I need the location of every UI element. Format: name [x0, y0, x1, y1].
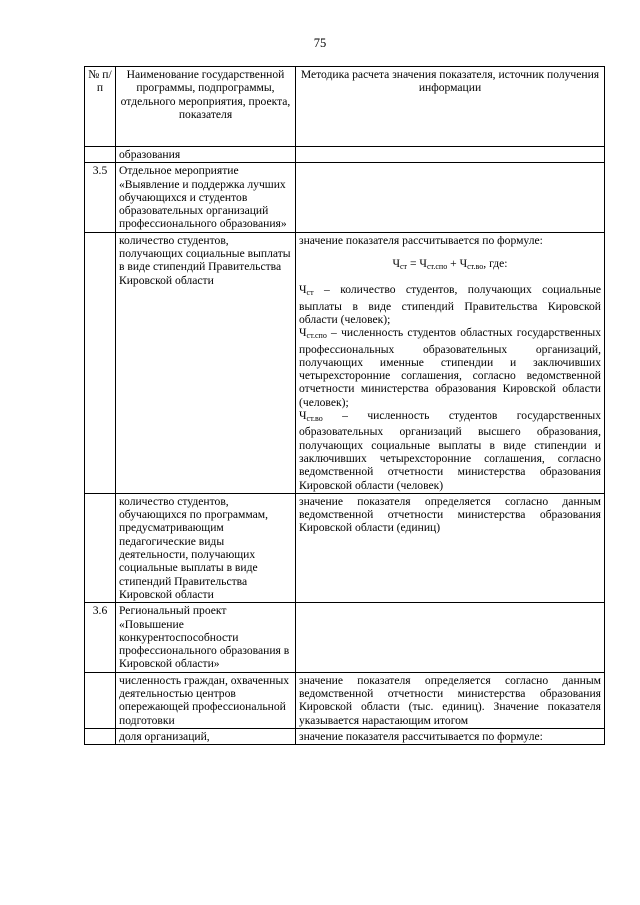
table-row	[85, 147, 605, 163]
header-num: № п/п	[85, 67, 116, 147]
row-method	[296, 163, 605, 232]
row-name: численность граждан, охваченных деятельностью центров опережающей профессиональной подготовки	[116, 672, 296, 728]
indicator-table	[84, 66, 605, 745]
row-name: количество студентов, обучающихся по программам, предусматривающим педагогические виды деятельности, получающих социальные выплаты в виде стипендий Правительства Кировской области	[116, 493, 296, 602]
row-num	[85, 232, 116, 493]
table-row	[85, 493, 605, 602]
table-row	[85, 232, 605, 493]
row-method: значение показателя рассчитывается по формуле:	[296, 728, 605, 744]
row-method	[296, 147, 605, 163]
table-row	[85, 672, 605, 728]
row-method-formula	[296, 232, 605, 493]
table-row	[85, 728, 605, 744]
row-num	[85, 493, 116, 602]
row-method: значение показателя определяется согласно данным ведомственной отчетности министерства образования Кировской области (единиц)	[296, 493, 605, 602]
row-name: доля организаций,	[116, 728, 296, 744]
row-num	[85, 672, 116, 728]
formula: $Ч_{ст} = Ч_{ст.спо} + Ч_{ст.во}$, где:	[392, 257, 508, 272]
header-name: Наименование государственной программы, подпрограммы, отдельного мероприятия, проекта, показателя	[116, 67, 296, 147]
table-row	[85, 163, 605, 232]
row-method: значение показателя определяется согласно данным ведомственной отчетности министерства образования Кировской области (тыс. единиц). Значение показателя указывается нарастающим итогом	[296, 672, 605, 728]
row-name: количество студентов, получающих социальные выплаты в виде стипендий Правительства Кировской области	[116, 232, 296, 493]
row-name: образования	[116, 147, 296, 163]
row-name: Региональный проект «Повышение конкурентоспособности профессионального образования в Кировской области»	[116, 603, 296, 672]
row-num	[85, 147, 116, 163]
page-number: 75	[313, 36, 327, 50]
row-name: Отдельное мероприятие «Выявление и поддержка лучших обучающихся и студентов образовательных организаций профессионального образования»	[116, 163, 296, 232]
formula-definition: $Ч_{ст.спо}$ – численность студентов областных государственных профессиональных образовательных организаций, получающих именные стипендии и заключивших четырехсторонние соглашения, согласно ведомственной отчетности министерства образования Кировской области (человек);	[299, 326, 601, 409]
formula-definition: $Ч_{ст.во}$ – численность студентов государственных образовательных организаций высшего образования, получающих социальные выплаты в виде стипендии и заключивших четырехсторонние соглашения, согласно ведомственной отчетности министерства образования Кировской области (человек)	[299, 409, 601, 492]
row-num: 3.6	[85, 603, 116, 672]
formula-definition: $Ч_{ст}$ – количество студентов, получающих социальные выплаты в виде стипендий Правительства Кировской области (человек);	[299, 283, 601, 326]
table-row	[85, 603, 605, 672]
row-method	[296, 603, 605, 672]
formula-intro: значение показателя рассчитывается по формуле:	[299, 233, 543, 247]
table-header-row	[85, 67, 605, 147]
row-num: 3.5	[85, 163, 116, 232]
header-method: Методика расчета значения показателя, источник получения информации	[296, 67, 605, 147]
row-num	[85, 728, 116, 744]
